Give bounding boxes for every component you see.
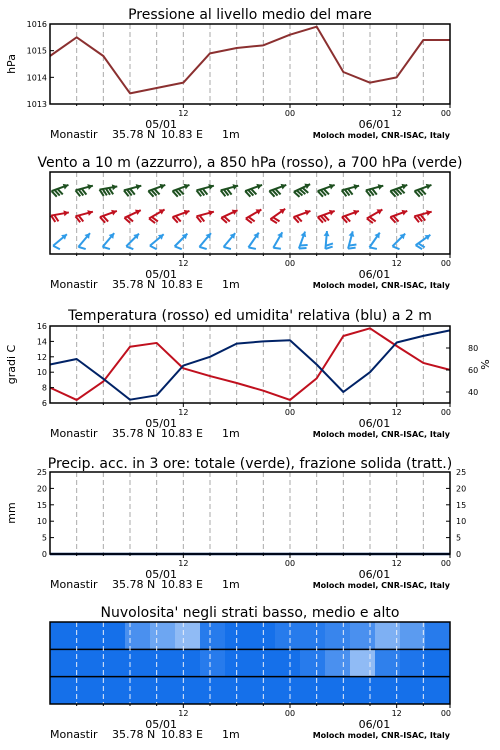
wind-title: Vento a 10 m (azzurro), a 850 hPa (rosso), a 700 hPa (verde) [37,155,463,171]
wind-barb-feather [175,246,182,249]
cloud-cell [425,622,451,649]
wind-day-label: 06/01 [358,268,391,281]
wind-barb [221,184,238,196]
cloud-cell [150,649,176,676]
cloud-cell [175,649,201,676]
wind-barb [324,231,333,249]
wind-barb [76,210,93,222]
cloud-cell [200,649,226,676]
temp_rh-ytick-label: 10 [36,368,47,378]
clouds-xtick-label: 00 [284,709,296,718]
wind-barb-head [324,231,330,236]
cloud-cell [150,677,176,704]
wind-barb [53,234,67,249]
wind-barb [124,184,141,196]
cloud-cell [175,677,201,704]
wind-barb-feather [199,247,206,249]
pressure-location-lon: 10.83 E [161,128,203,141]
precip-right-y2tick-label: 20 [456,484,467,494]
precip-xtick-label: 00 [440,559,451,568]
wind-location-lon: 10.83 E [161,278,203,291]
wind-barb [199,233,211,249]
precip-ytick-label: 5 [41,533,47,543]
temp_rh-ytick-label: 12 [36,352,47,362]
cloud-cell [250,677,276,704]
cloud-cell [125,677,151,704]
wind-xtick-label: 00 [284,259,296,268]
wind-barb [126,234,139,250]
clouds-day-label: 05/01 [145,718,177,731]
cloud-cell [75,677,101,704]
pressure-location-name: Monastir [50,128,98,141]
cloud-cell [50,677,76,704]
precip-xtick-label: 00 [284,559,296,568]
precip-xtick-label: 12 [178,559,189,568]
pressure-credit: Moloch model, CNR-ISAC, Italy [312,131,450,140]
temp_rh-xtick-label: 12 [391,408,402,417]
cloud-cell [75,649,101,676]
temp_rh-y2tick-label: 80 [468,344,479,353]
wind-location-lat: 35.78 N [112,278,156,291]
pressure-day-label: 06/01 [358,118,391,131]
wind-barb [392,234,405,250]
cloud-cell [425,677,451,704]
precip-day-label: 06/01 [358,568,391,581]
cloud-cell [350,622,376,649]
panel-temp_rh [5,308,492,440]
wind-barb [294,210,311,223]
humidity-ylabel: % [479,359,492,370]
wind-barb [173,184,190,197]
cloud-cell [300,622,326,649]
wind-barb [269,184,286,197]
cloud-cell [325,677,351,704]
precip-location-name: Monastir [50,578,98,591]
wind-barb [294,184,310,197]
wind-barb [366,184,383,196]
wind-barb-feather [392,246,399,249]
precip-day-label: 05/01 [145,568,177,581]
clouds-xtick-label: 12 [178,709,189,718]
wind-barb [245,184,262,197]
cloud-cell [250,622,276,649]
cloud-cell [175,622,201,649]
temp_rh-ytick-label: 16 [36,322,47,331]
wind-barb [318,210,335,223]
temp_rh-ytick-label: 8 [41,383,47,393]
wind-barb [342,184,359,196]
panel-pressure [5,7,451,141]
precip-right-y2tick-label: 0 [456,550,462,559]
wind-barb-feather [348,248,356,249]
wind-barb [100,210,117,223]
cloud-cell [125,649,151,676]
wind-barb [415,184,432,197]
cloud-cell [400,677,426,704]
cloud-cell [275,622,301,649]
wind-day-label: 05/01 [145,268,177,281]
temperature-line [50,328,450,400]
pressure-ytick-label: 1015 [26,46,47,56]
wind-barb-feather [78,247,85,249]
precip-ytick-label: 15 [36,500,47,510]
precip-location-lon: 10.83 E [161,578,203,591]
wind-barb [78,233,90,249]
wind-location-name: Monastir [50,278,98,291]
wind-barb [51,210,69,222]
pressure-xtick-label: 00 [440,109,451,118]
pressure-ytick-label: 1014 [26,73,47,83]
temp_rh-title: Temperatura (rosso) ed umidita' relativa (blu) a 2 m [68,308,432,324]
wind-barb [248,233,258,249]
pressure-line [50,27,450,94]
precip-ytick-label: 10 [36,517,47,527]
wind-barb [369,233,379,249]
wind-barb [318,184,335,197]
pressure-xtick-label: 12 [178,109,189,118]
cloud-cell [200,622,226,649]
cloud-cell [275,649,301,676]
temp_rh-location-name: Monastir [50,427,98,440]
precip-frame [50,472,450,554]
wind-barb [103,233,115,249]
wind-barb-feather [53,246,60,249]
precip-ytick-label: 0 [41,550,47,559]
cloud-cell [150,622,176,649]
pressure-title: Pressione al livello medio del mare [128,7,372,23]
wind-credit: Moloch model, CNR-ISAC, Italy [312,281,450,290]
wind-barb [148,184,165,197]
cloud-cell [50,622,76,649]
wind-barb-feather [126,246,133,249]
temp_rh-ytick-label: 14 [36,337,47,347]
clouds-location-lat: 35.78 N [112,728,156,741]
cloud-cell [300,649,326,676]
wind-barb [124,210,140,223]
wind-barb [367,209,383,223]
temp_rh-location-lat: 35.78 N [112,427,156,440]
wind-barb [390,210,407,223]
cloud-cell [400,622,426,649]
wind-barb-feather [349,245,357,246]
pressure-location-lat: 35.78 N [112,128,156,141]
pressure-location-elev: 1m [222,128,240,141]
wind-barb [52,184,69,197]
temp_rh-location-elev: 1m [222,427,240,440]
pressure-ytick-label: 1016 [26,20,47,29]
wind-barb [342,210,359,223]
cloud-cell [400,649,426,676]
wind-barb [173,210,190,223]
wind-barb [299,232,308,249]
pressure-xtick-label: 12 [391,109,402,118]
wind-barb [175,234,188,250]
clouds-xtick-label: 12 [391,709,402,718]
wind-barb [348,231,356,248]
wind-barb [197,184,214,196]
pressure-xtick-label: 00 [284,109,296,118]
cloud-cell [225,677,251,704]
precip-location-lat: 35.78 N [112,578,156,591]
cloud-cell [125,622,151,649]
precip-right-y2tick-label: 15 [456,500,467,510]
precip-right-y2tick-label: 5 [456,533,462,543]
panel-clouds [50,605,451,741]
temperature-ylabel: gradi C [5,344,18,385]
cloud-cell [200,677,226,704]
cloud-cell [300,677,326,704]
wind-barb-feather [150,246,157,249]
cloud-cell [50,649,76,676]
temp_rh-day-label: 05/01 [145,417,177,430]
clouds-xtick-label: 00 [440,709,451,718]
wind-location-elev: 1m [222,278,240,291]
pressure-ylabel: hPa [5,54,18,74]
precip-right-y2tick-label: 25 [456,468,467,477]
pressure-day-label: 05/01 [145,118,177,131]
cloud-cell [350,649,376,676]
cloud-cell [325,649,351,676]
panel-wind [37,155,462,291]
wind-barb [221,210,237,223]
temp_rh-y2tick-label: 60 [468,366,479,375]
clouds-location-elev: 1m [222,728,240,741]
temp_rh-ytick-label: 6 [41,399,47,408]
temp_rh-frame [50,326,450,403]
clouds-credit: Moloch model, CNR-ISAC, Italy [312,731,450,740]
precip-ytick-label: 25 [36,468,47,477]
temp_rh-xtick-label: 12 [178,408,189,417]
clouds-title: Nuvolosita' negli strati basso, medio e alto [100,605,400,621]
temp_rh-location-lon: 10.83 E [161,427,203,440]
cloud-cell [225,649,251,676]
temp_rh-y2tick-label: 40 [468,388,479,397]
wind-barb [273,232,282,248]
wind-xtick-label: 12 [391,259,402,268]
wind-barb [270,209,285,223]
pressure-ytick-label: 1013 [26,100,47,109]
precip-ytick-label: 20 [36,484,47,494]
wind-barb [224,233,236,249]
clouds-location-lon: 10.83 E [161,728,203,741]
wind-barb [197,210,214,222]
cloud-cell [75,622,101,649]
clouds-day-label: 06/01 [358,718,391,731]
wind-barb [100,184,118,196]
temp_rh-day-label: 06/01 [358,417,391,430]
temp_rh-xtick-label: 00 [440,408,451,417]
precip-xtick-label: 12 [391,559,402,568]
cloud-cell [275,677,301,704]
precip-ylabel: mm [5,502,18,524]
temp_rh-xtick-label: 00 [284,408,296,417]
cloud-cell [350,677,376,704]
wind-barb-feather [248,247,255,249]
cloud-cell [225,622,251,649]
cloud-cell [325,622,351,649]
precip-credit: Moloch model, CNR-ISAC, Italy [312,581,450,590]
wind-barb [76,184,93,196]
wind-xtick-label: 12 [178,259,189,268]
wind-barb-feather [369,247,376,249]
wind-barb-feather [273,248,281,249]
wind-barb-feather [224,247,231,249]
wind-barb [246,209,262,223]
wind-xtick-label: 00 [440,259,451,268]
panel-precip [5,456,466,591]
cloud-cell [425,649,451,676]
precip-location-elev: 1m [222,578,240,591]
wind-barb [390,184,407,197]
clouds-location-name: Monastir [50,728,98,741]
temp_rh-credit: Moloch model, CNR-ISAC, Italy [312,430,450,439]
cloud-cell [250,649,276,676]
precip-title: Precip. acc. in 3 ore: totale (verde), frazione solida (tratt.) [47,456,453,472]
precip-right-y2tick-label: 10 [456,517,467,527]
